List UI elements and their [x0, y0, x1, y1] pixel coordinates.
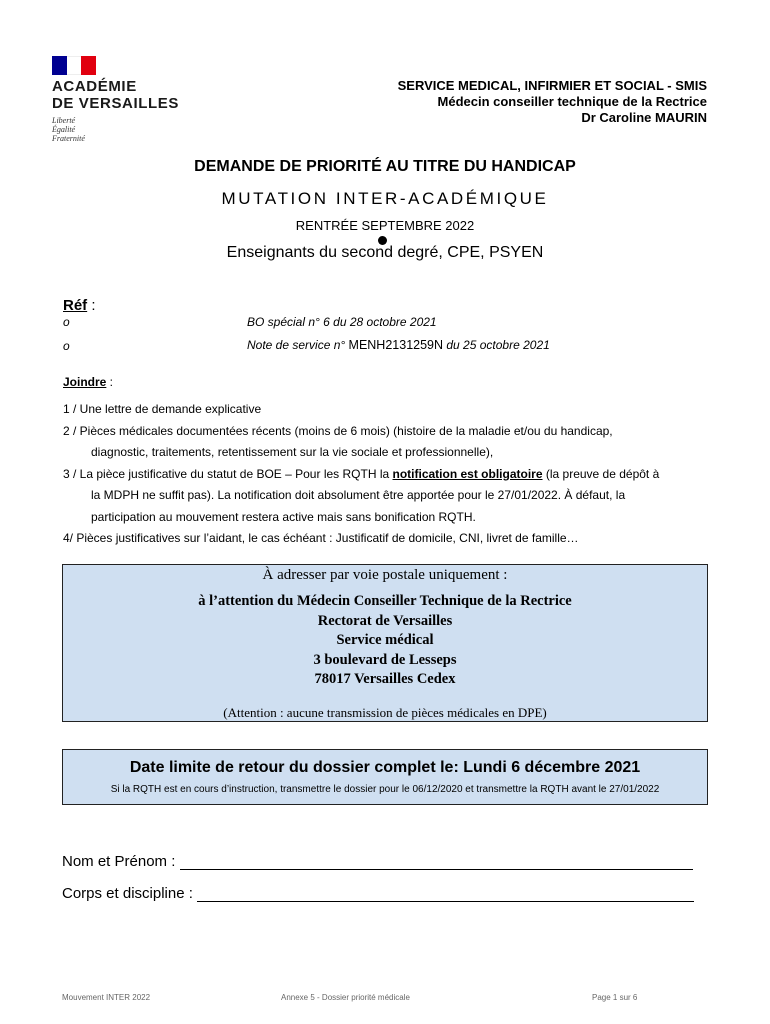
postal-street: 3 boulevard de Lesseps: [313, 651, 457, 668]
list-item: 4/ Pièces justificatives sur l’aidant, le cas échéant : Justificatif de domicile, CNI, livret de famille…: [63, 531, 579, 545]
motto-fraternite: Fraternité: [52, 134, 85, 143]
joindre-colon: :: [106, 375, 114, 389]
name-field: [62, 853, 693, 870]
ref-bullet-2: o: [63, 339, 70, 353]
logo-line-1: ACADÉMIE: [52, 78, 137, 95]
list-item: 2 / Pièces médicales documentées récents (moins de 6 mois) (histoire de la maladie et/ou du handicap,: [63, 423, 613, 438]
motto-egalite: Égalité: [52, 125, 76, 134]
postal-note: (Attention : aucune transmission de pièces médicales en DPE): [223, 705, 547, 720]
joindre-heading-label: Joindre: [63, 375, 107, 389]
postal-address-box: [62, 564, 708, 722]
list-item: [63, 464, 708, 486]
document-subtitle: MUTATION INTER-ACADÉMIQUE: [221, 189, 549, 208]
deadline-box: [62, 749, 708, 805]
joindre-heading: [63, 375, 113, 389]
ref-item-2-suffix: du 25 octobre 2021: [446, 338, 550, 352]
doctor-title: Médecin conseiller technique de la Rectrice: [437, 94, 707, 109]
motto-liberte: Liberté: [52, 116, 76, 125]
ref-heading: [63, 297, 96, 314]
corps-input-line[interactable]: [197, 887, 694, 902]
item3-suffix: (la preuve de dépôt à: [542, 466, 660, 481]
postal-attention: à l’attention du Médecin Conseiller Technique de la Rectrice: [198, 593, 572, 609]
list-item-continuation: participation au mouvement restera active mais sans bonification RQTH.: [91, 509, 476, 524]
doctor-name: Dr Caroline MAURIN: [581, 110, 707, 125]
document-title: DEMANDE DE PRIORITÉ AU TITRE DU HANDICAP: [194, 158, 576, 175]
list-item: 1 / Une lettre de demande explicative: [63, 402, 262, 416]
service-header: [398, 78, 707, 126]
republic-flag-icon: [52, 56, 96, 75]
audience-label: Enseignants du second degré, CPE, PSYEN: [226, 244, 544, 261]
deadline-title: Date limite de retour du dossier complet le: Lundi 6 décembre 2021: [129, 759, 641, 776]
ref-heading-label: Réf: [63, 297, 88, 314]
corps-field: [62, 885, 694, 902]
footer-left: Mouvement INTER 2022: [62, 993, 151, 1002]
name-field-label: Nom et Prénom :: [62, 853, 176, 870]
postal-service: Service médical: [336, 632, 434, 648]
corps-field-label: Corps et discipline :: [62, 885, 193, 902]
deadline-note: Si la RQTH est en cours d’instruction, transmettre le dossier pour le 06/12/2020 et transmettre la RQTH avant le 27/01/2022: [110, 784, 660, 795]
postal-city: 78017 Versailles Cedex: [314, 671, 456, 687]
footer-center: Annexe 5 - Dossier priorité médicale: [281, 993, 410, 1002]
item3-emphasis: notification est obligatoire: [392, 466, 543, 481]
logo-motto: [52, 116, 192, 143]
ref-item-1: BO spécial n° 6 du 28 octobre 2021: [247, 315, 437, 329]
ref-item-2-prefix: Note de service n°: [247, 338, 346, 352]
service-name: SERVICE MEDICAL, INFIRMIER ET SOCIAL - SMIS: [397, 78, 707, 93]
ref-bullet-1: o: [63, 315, 70, 329]
footer-page-number: Page 1 sur 6: [592, 993, 638, 1002]
joindre-list: [63, 399, 708, 550]
list-item-continuation: diagnostic, traitements, retentissement sur la vie sociale et professionnelle),: [91, 445, 494, 459]
ref-item-2: [247, 338, 550, 352]
item3-prefix: 3 / La pièce justificative du statut de BOE – Pour les RQTH la: [63, 466, 393, 481]
list-item-continuation: la MDPH ne suffit pas). La notification doit absolument être apportée pour le 27/01/2022. À défaut, la: [91, 488, 626, 502]
logo-line-2: DE VERSAILLES: [52, 95, 179, 112]
rentree-label: RENTRÉE SEPTEMBRE 2022: [295, 218, 475, 233]
ref-item-2-number: MENH2131259N: [348, 338, 444, 352]
postal-intro: À adresser par voie postale uniquement :: [262, 567, 508, 583]
name-input-line[interactable]: [180, 855, 693, 870]
ref-colon: :: [87, 297, 96, 314]
academy-logo: [52, 56, 192, 143]
postal-rectorat: Rectorat de Versailles: [317, 612, 453, 629]
